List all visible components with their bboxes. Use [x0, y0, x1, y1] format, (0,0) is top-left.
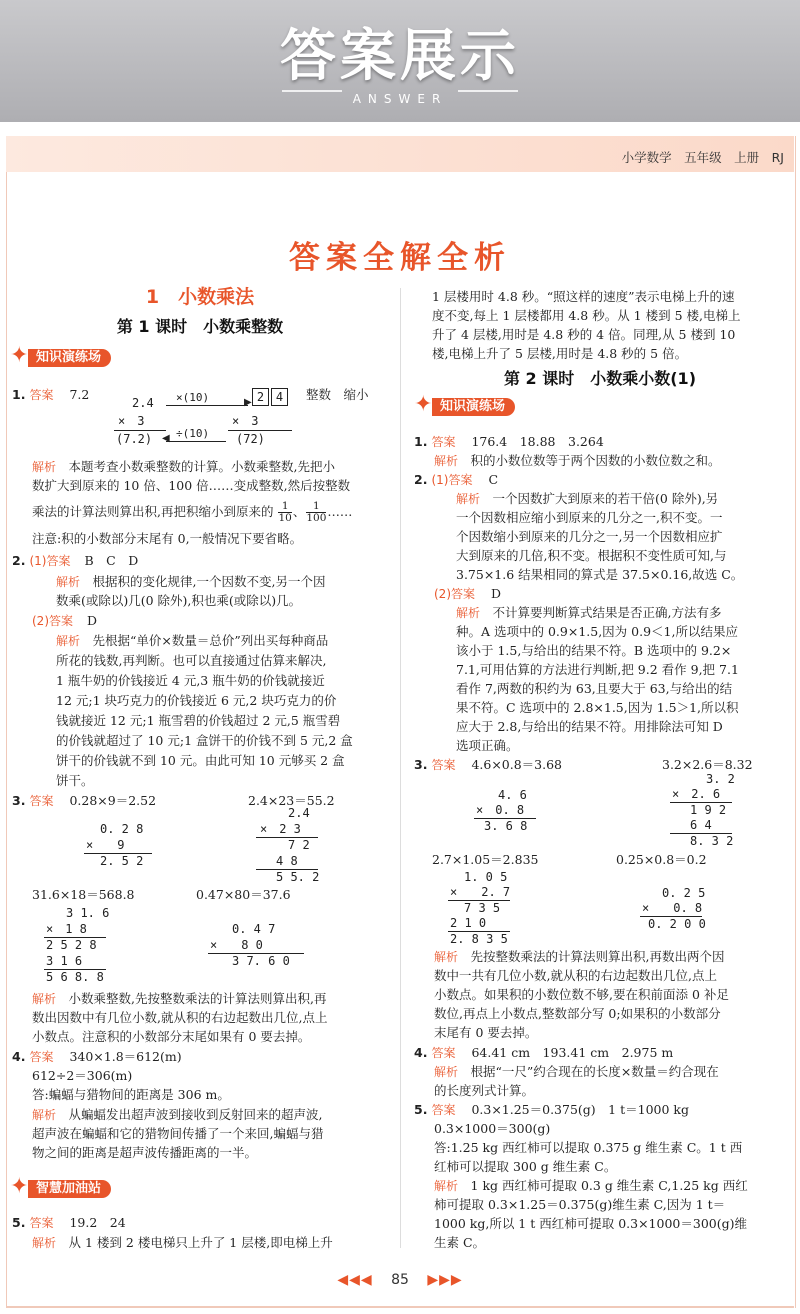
q3-v3-line1: 3 1. 6	[66, 906, 110, 920]
q2-analysis-2-6: 的价钱就超过了 10 元;1 盒饼干的价钱不到 5 元,2 盒	[56, 733, 353, 748]
q3-v4-result: 3 7. 6 0	[232, 954, 290, 968]
q4-analysis-3: 物之间的距离是超声波传播距离的一半。	[32, 1145, 258, 1160]
q1-top-number: 2.4	[132, 396, 154, 410]
section-label: 智慧加油站	[28, 1180, 111, 1198]
unit-title: 1 小数乘法	[145, 286, 255, 308]
q3-analysis-3: 小数点。注意积的小数部分末尾如果有 0 要去掉。	[32, 1029, 311, 1044]
q3-v3-result: 5 6 8. 8	[46, 970, 104, 984]
l2-question-5-answer: 5. 答案 0.3×1.25＝0.375(g) 1 t＝1000 kg	[414, 1102, 689, 1117]
page-footer	[0, 1272, 800, 1288]
l2-q3-equation-3: 2.7×1.05＝2.835	[432, 852, 539, 867]
q3-analysis-2: 数出因数中有几位小数,就从积的右边起数出几位,点上	[32, 1010, 328, 1025]
q3-equation-2: 2.4×23＝55.2	[248, 793, 335, 808]
q5-analysis-1: 解析 从 1 楼到 2 楼电梯只上升了 1 层楼,即电梯上升	[32, 1235, 333, 1250]
q5-analysis-4: 升了 4 层楼,用时是 4.8 秒的 4 倍。同理,从 5 楼到 10	[432, 327, 736, 342]
q3-v1-result: 2. 5 2	[100, 854, 144, 868]
q2-analysis-2-4: 12 元;1 块巧克力的价钱接近 6 元,2 块巧克力的价	[56, 693, 337, 708]
l2-q4-analysis-2: 的长度列式计算。	[434, 1083, 535, 1098]
l2-q2-analysis-2-6: 果不符。C 选项中的 2.8×1.5,因为 1.5＞1,所以积	[456, 700, 739, 715]
fraction-1-10: $\frac{1}{10}$	[278, 500, 292, 524]
q2-analysis-2-5: 钱就接近 12 元;1 瓶雪碧的价钱超过 2 元,5 瓶雪碧	[56, 713, 341, 728]
question-5-answer: 5. 答案 19.2 24	[12, 1215, 126, 1230]
q1-words: 整数 缩小	[306, 387, 369, 402]
star-icon: ✦	[10, 1174, 29, 1199]
l2-q2-analysis-1-2: 一个因数相应缩小到原来的几分之一,积不变。一	[456, 510, 723, 525]
column-divider	[400, 288, 401, 1248]
l2-q5-conclusion-1: 答:1.25 kg 西红柿可以提取 0.375 g 维生素 C。1 t 西	[434, 1140, 743, 1155]
q1-multiplier-left: × 3	[118, 414, 145, 428]
q3-v2-line4: 4 8	[276, 854, 298, 868]
page-number: 85	[391, 1272, 409, 1288]
q3-v4-line2: × 8 0	[210, 938, 263, 952]
l2-q3-v4-result: 0. 2 0 0	[648, 917, 706, 931]
q4-equation-2: 612÷2＝306(m)	[32, 1068, 133, 1083]
q3-v3-line3: 2 5 2 8	[46, 938, 97, 952]
q4-analysis-2: 超声波在蝙蝠和它的猎物间传播了一个来回,蝙蝠与猎	[32, 1126, 324, 1141]
q3-equation-3: 31.6×18＝568.8	[32, 887, 135, 902]
l2-q2-analysis-1-5: 3.75×1.6 结果相同的算式是 37.5×0.16,故选 C。	[456, 567, 744, 582]
lesson-1-title: 第 1 课时 小数乘整数	[116, 317, 284, 336]
l2-q3-v3-line2: × 2. 7	[450, 885, 511, 899]
q3-analysis-1: 解析 小数乘整数,先按整数乘法的计算法则算出积,再	[32, 991, 327, 1006]
l2-q3-analysis-4: 数位,再点上小数点,整数部分写 0;如果积的小数部分	[434, 1006, 721, 1021]
section-label: 知识演练场	[28, 349, 111, 367]
l2-q2-analysis-2-7: 应大于 2.8,与给出的结果不符。用排除法可知 D	[456, 719, 723, 734]
q3-v2-line2: × 2 3	[260, 822, 301, 836]
arrow-left-icon: ◀	[162, 433, 170, 444]
q1-op-divide: ÷(10)	[176, 427, 210, 440]
l2-q3-v4-line2: × 0. 8	[642, 901, 703, 915]
q1-arrow-line-2	[166, 441, 226, 442]
l2-q3-v1-result: 3. 6 8	[484, 819, 528, 833]
l2-q3-v3-line3: 7 3 5	[464, 901, 501, 915]
banner-title: 答案展示	[280, 24, 520, 89]
l2-q5-analysis-2: 柿可提取 0.3×1.25＝0.375(g)维生素 C,因为 1 t＝	[434, 1197, 726, 1212]
question-1-answer: 1. 答案 7.2	[12, 387, 90, 402]
page-title: 答案全解全析	[289, 240, 511, 276]
l2-q3-analysis-2: 数中一共有几位小数,就从积的右边起数出几位,点上	[434, 968, 717, 983]
q2-analysis-1-1: 解析 根据积的变化规律,一个因数不变,另一个因	[56, 574, 326, 589]
q5-analysis-3: 度不变,每上 1 层楼都用 4.8 秒。从 1 楼到 5 楼,电梯上	[432, 308, 741, 323]
q1-arrow-line	[166, 405, 248, 406]
q2-analysis-2-7: 饼干的价钱就不到 10 元。由此可知 10 元够买 2 盒	[56, 753, 345, 768]
q3-v3-line4: 3 1 6	[46, 954, 83, 968]
q1-analysis-3: 乘法的计算法则算出积,再把积缩小到原来的 $\frac{1}{10}$ 、 $\frac{1}{100}$ ……	[32, 500, 353, 524]
q3-v3-line2: × 1 8	[46, 922, 87, 936]
l2-q5-equation-2: 0.3×1000＝300(g)	[434, 1121, 551, 1136]
q3-v1-line1: 0. 2 8	[100, 822, 144, 836]
q1-multiplier-right: × 3	[232, 414, 259, 428]
l2-q3-v2-result: 8. 3 2	[690, 834, 734, 848]
q1-rule-left	[114, 430, 166, 431]
question-4-answer: 4. 答案 340×1.8＝612(m)	[12, 1049, 182, 1064]
l2-q3-v1-line2: × 0. 8	[476, 803, 525, 817]
q5-analysis-5: 楼,电梯上升了 5 层楼,用时是 4.8 秒的 5 倍。	[432, 346, 688, 361]
banner-subtitle: ANSWER	[352, 92, 448, 106]
q2-analysis-2-8: 饼干。	[56, 773, 94, 788]
q2-analysis-1-2: 数乘(或除以)几(0 除外),积也乘(或除以)几。	[56, 593, 302, 608]
l2-question-2-answer-2: (2)答案 D	[434, 586, 502, 601]
l2-question-4-answer: 4. 答案 64.41 cm 193.41 cm 2.975 m	[414, 1045, 674, 1060]
q3-v2-line3: 7 2	[288, 838, 310, 852]
arrow-right-icon: ▶	[244, 397, 252, 408]
next-arrows-icon: ▶▶▶	[427, 1272, 463, 1288]
l2-q3-v4-line1: 0. 2 5	[662, 886, 706, 900]
l2-q3-analysis-3: 小数点。如果积的小数位数不够,要在积前面添 0 补足	[434, 987, 729, 1002]
l2-q4-analysis-1: 解析 根据“一尺”约合现在的长度×数量＝约合现在	[434, 1064, 719, 1079]
q3-v1-line2: × 9	[86, 838, 125, 852]
question-3-answer: 3. 答案 0.28×9＝2.52	[12, 793, 157, 808]
l2-question-3-answer: 3. 答案 4.6×0.8＝3.68	[414, 757, 563, 772]
l2-q3-analysis-5: 末尾有 0 要去掉。	[434, 1025, 538, 1040]
q3-v2-result: 5 5. 2	[276, 870, 320, 884]
series-label: 小学数学 五年级 上册 RJ	[621, 150, 784, 165]
q3-v4-line1: 0. 4 7	[232, 922, 276, 936]
l2-q5-analysis-1: 解析 1 kg 西红柿可提取 0.3 g 维生素 C,1.25 kg 西红	[434, 1178, 748, 1193]
prev-arrows-icon: ◀◀◀	[337, 1272, 373, 1288]
section-label: 知识演练场	[432, 398, 515, 416]
l2-q2-analysis-1-1: 解析 一个因数扩大到原来的若干倍(0 除外),另	[456, 491, 719, 506]
l2-q2-analysis-2-3: 该小于 1.5,与给出的结果不符。B 选项中的 9.2×	[456, 643, 732, 658]
q1-result-right: (72)	[236, 432, 265, 446]
l2-q5-analysis-4: 生素 C。	[434, 1235, 486, 1250]
q1-rule-right	[228, 430, 292, 431]
banner-gap	[0, 122, 800, 136]
l2-q3-v2-line1: 3. 2	[706, 772, 735, 786]
question-2-answer-1: 2. (1)答案 B C D	[12, 553, 139, 568]
q1-op-multiply: ×(10)	[176, 391, 210, 404]
l2-q3-v3-line1: 1. 0 5	[464, 870, 508, 884]
lesson-2-title: 第 2 课时 小数乘小数(1)	[503, 369, 697, 388]
q1-boxes: 2 4	[252, 388, 290, 406]
star-icon: ✦	[10, 343, 29, 368]
page-bottom-border	[6, 1306, 794, 1308]
l2-q3-v1-line1: 4. 6	[498, 788, 527, 802]
l2-q3-v2-line2: × 2. 6	[672, 787, 721, 801]
l2-q3-analysis-1: 解析 先按整数乘法的计算法则算出积,再数出两个因	[434, 949, 725, 964]
q4-analysis-1: 解析 从蝙蝠发出超声波到接收到反射回来的超声波,	[32, 1107, 323, 1122]
l2-q5-conclusion-2: 红柿可以提取 300 g 维生素 C。	[434, 1159, 617, 1174]
question-2-answer-2: (2)答案 D	[32, 613, 98, 628]
l2-q2-analysis-2-1: 解析 不计算要判断算式结果是否正确,方法有多	[456, 605, 722, 620]
q2-analysis-2-1: 解析 先根据“单价×数量＝总价”列出买每种商品	[56, 633, 329, 648]
l2-q3-v2-line4: 6 4	[690, 818, 712, 832]
fraction-1-100: $\frac{1}{100}$	[306, 500, 327, 524]
star-icon: ✦	[414, 392, 433, 417]
q1-analysis-1: 解析 本题考查小数乘整数的计算。小数乘整数,先把小	[32, 459, 336, 474]
l2-q3-v2-line3: 1 9 2	[690, 803, 727, 817]
l2-q2-analysis-2-2: 种。A 选项中的 0.9×1.5,因为 0.9＜1,所以结果应	[456, 624, 738, 639]
q1-result-left: (7.2)	[116, 432, 153, 446]
l2-q2-analysis-2-5: 看作 7,两数的积约为 63,且要大于 63,与给出的结	[456, 681, 733, 696]
q4-conclusion: 答:蝙蝠与猎物间的距离是 306 m。	[32, 1087, 230, 1102]
l2-q2-analysis-2-8: 选项正确。	[456, 738, 519, 753]
q5-analysis-2: 1 层楼用时 4.8 秒。“照这样的速度”表示电梯上升的速	[432, 289, 735, 304]
q2-analysis-2-2: 所花的钱数,再判断。也可以直接通过估算来解决,	[56, 653, 327, 668]
q2-analysis-2-3: 1 瓶牛奶的价钱接近 4 元,3 瓶牛奶的价钱就接近	[56, 673, 325, 688]
l2-q3-v3-result: 2. 8 3 5	[450, 932, 508, 946]
q3-equation-4: 0.47×80＝37.6	[196, 887, 291, 902]
l2-q5-analysis-3: 1000 kg,所以 1 t 西红柿可提取 0.3×1000＝300(g)维	[434, 1216, 747, 1231]
l2-q3-equation-2: 3.2×2.6＝8.32	[662, 757, 753, 772]
q1-analysis-2: 数扩大到原来的 10 倍、100 倍……变成整数,然后按整数	[32, 478, 351, 493]
l2-q2-analysis-1-4: 大到原来的几倍,积不变。根据积不变性质可知,与	[456, 548, 727, 563]
l2-question-2-answer-1: 2. (1)答案 C	[414, 472, 499, 487]
l2-q1-analysis: 解析 积的小数位数等于两个因数的小数位数之和。	[434, 453, 721, 468]
q3-v2-line1: 2.4	[288, 806, 310, 820]
l2-q2-analysis-2-4: 7.1,可用估算的方法进行判断,把 9.2 看作 9,把 7.1	[456, 662, 739, 677]
q1-analysis-4: 注意:积的小数部分末尾有 0,一般情况下要省略。	[32, 531, 303, 546]
l2-q3-equation-4: 0.25×0.8＝0.2	[616, 852, 707, 867]
l2-q2-analysis-1-3: 个因数缩小到原来的几分之一,另一个因数相应扩	[456, 529, 723, 544]
l2-question-1-answer: 1. 答案 176.4 18.88 3.264	[414, 434, 604, 449]
l2-q3-v3-line4: 2 1 0	[450, 916, 487, 930]
